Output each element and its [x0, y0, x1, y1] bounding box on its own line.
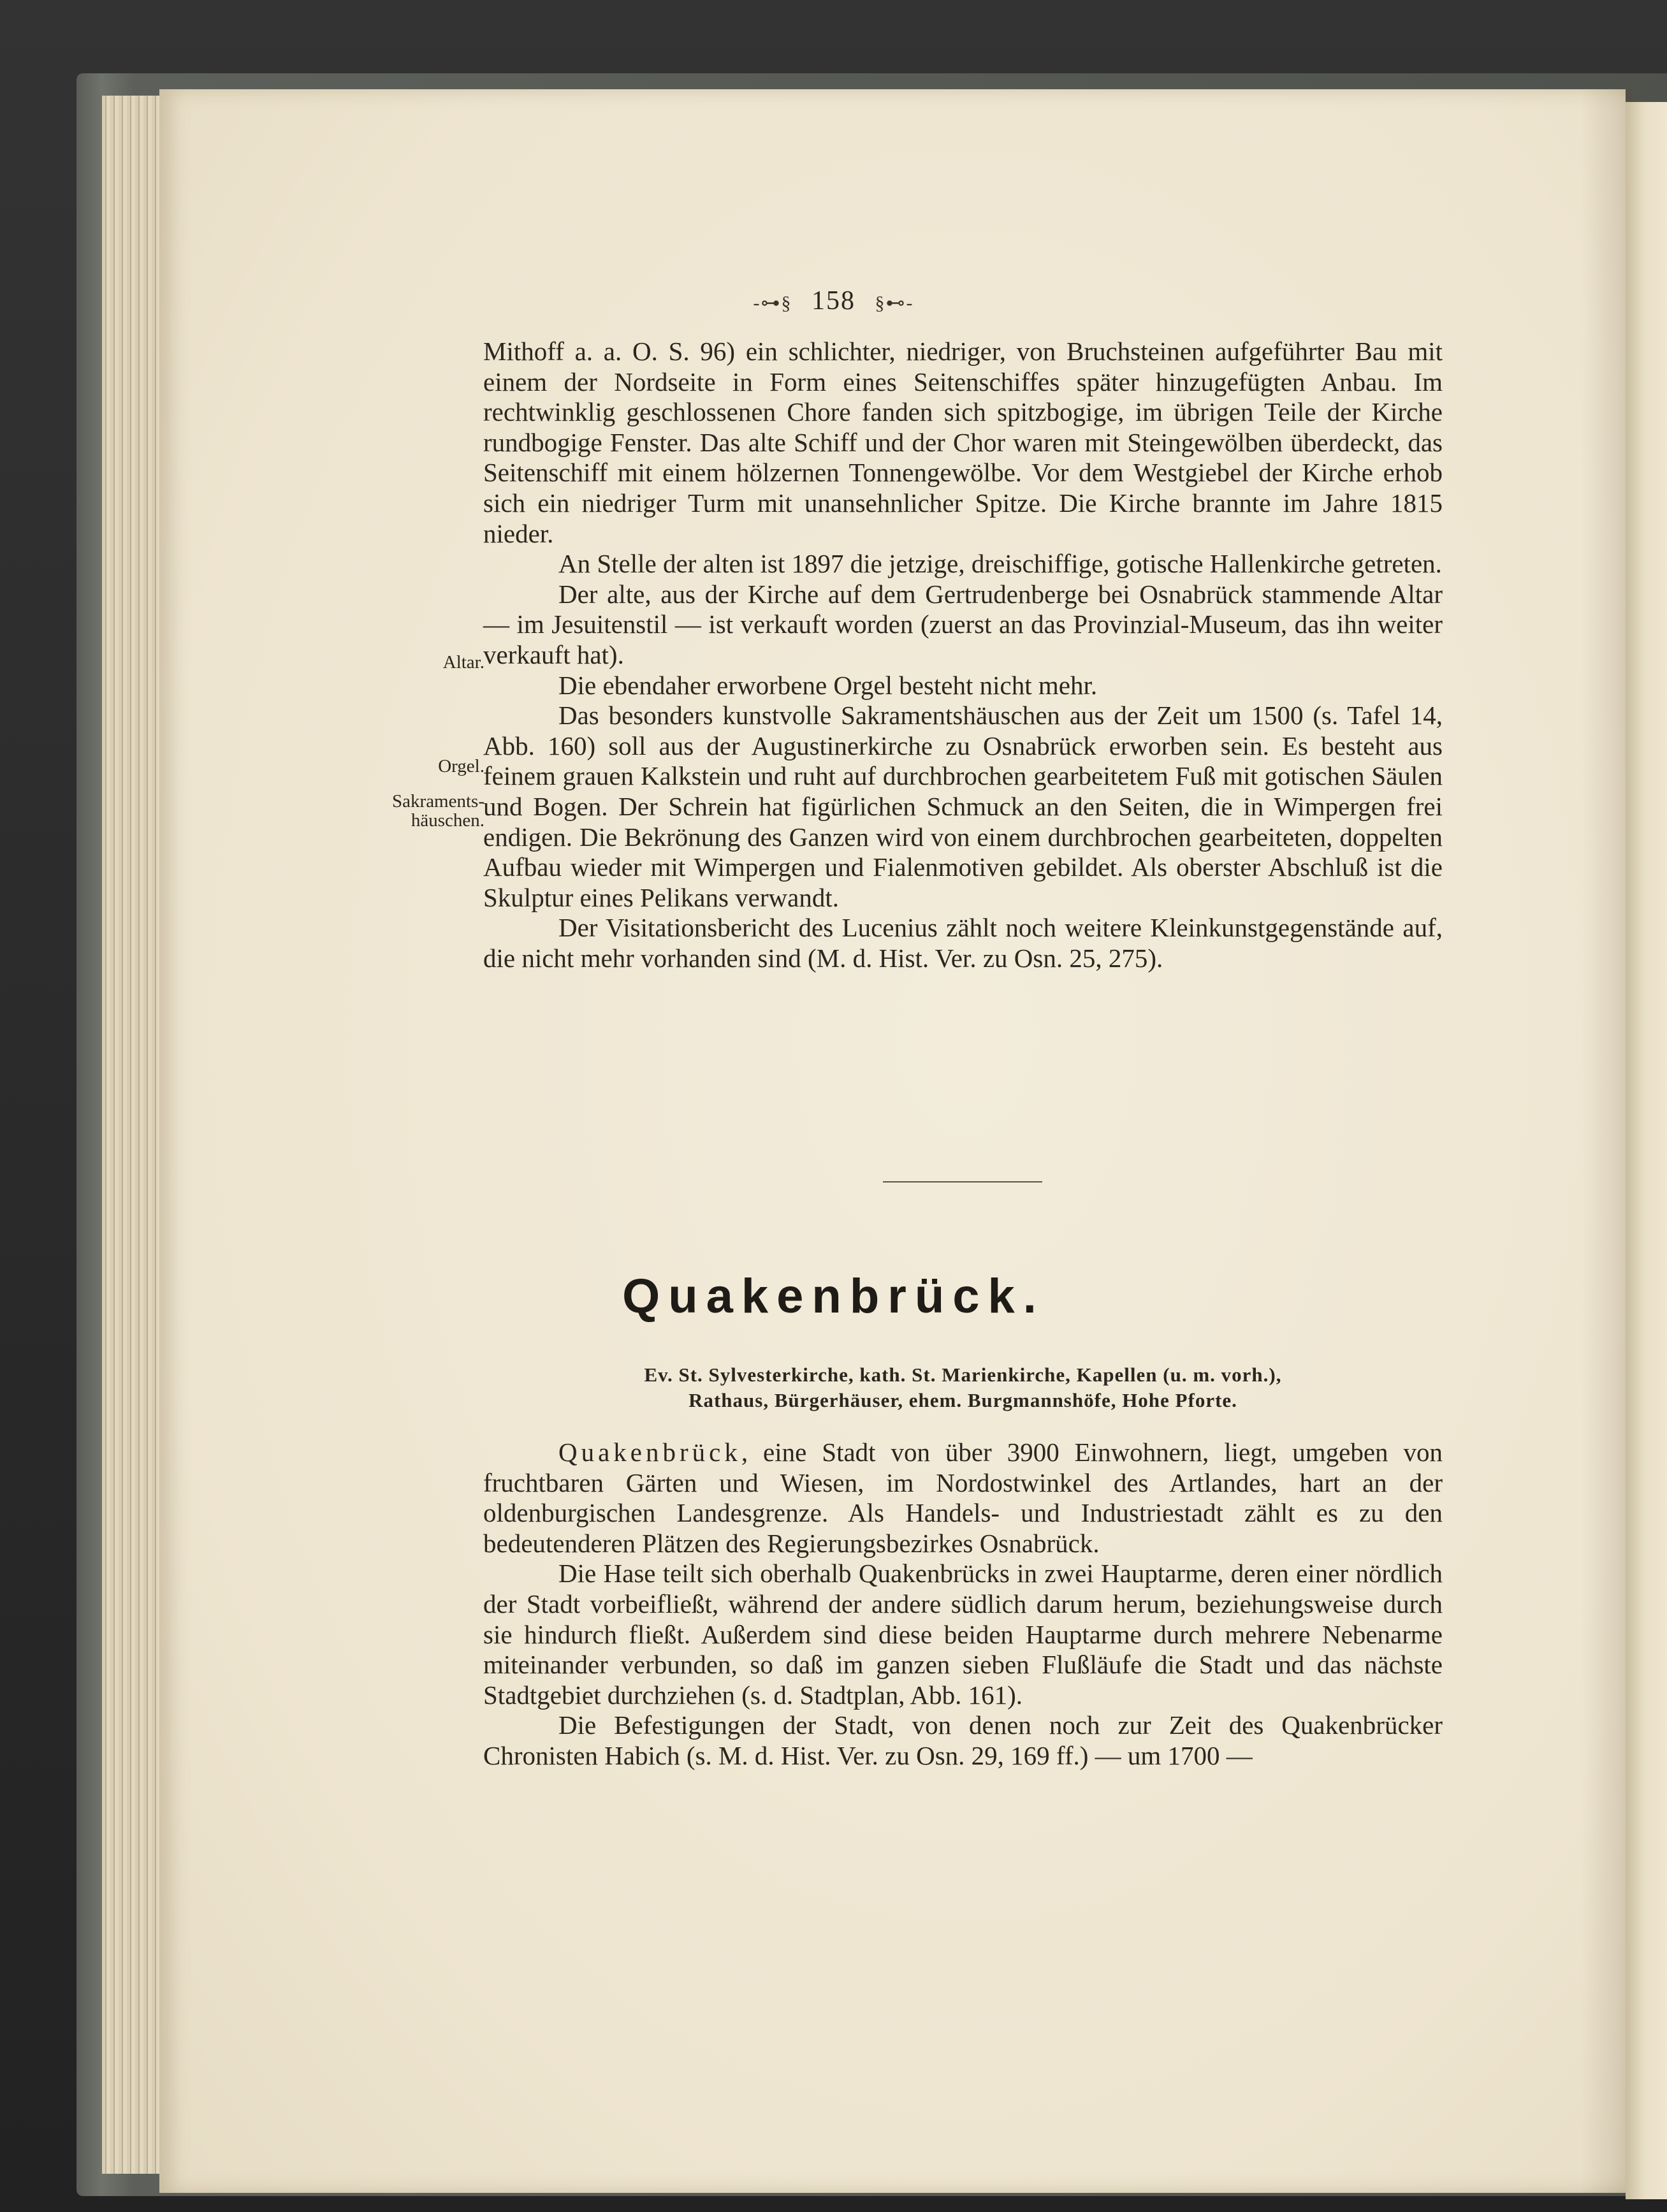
margin-note-orgel: Orgel.: [438, 756, 484, 776]
gutter-shadow: [1581, 89, 1632, 2193]
paragraph-altar: Der alte, aus der Kirche auf dem Gertrudenberge bei Osnabrück stammende Altar — im Jesuitenstil — ist verkauft worden (zuerst an das Provinzial-Museum, das ihn weiter verkauft hat).: [483, 579, 1443, 669]
margin-note-line: Sakraments-: [392, 791, 484, 811]
top-text-block: [483, 337, 1443, 973]
paragraph-church-description: Mithoff a. a. O. S. 96) ein schlichter, niedriger, von Bruchsteinen aufgeführter Bau mit einem der Nordseite in Form eines Seitenschiffes später hinzugefügten Anbau. Im rechtwinklig geschlossenen Chore fanden sich spitzbogige, im übrigen Teile der Kirche rundbogige Fenster. Das alte Schiff und der Chor waren mit Steingewölben überdeckt, das Seitenschiff mit einem hölzernen Tonnengewölbe. Vor dem Westgiebel der Kirche erhob sich ein niedriger Turm mit unansehnlicher Spitze. Die Kirche brannte im Jahre 1815 nieder.: [483, 337, 1443, 548]
paragraph-fortifications: Die Befestigungen der Stadt, von denen noch zur Zeit des Quakenbrücker Chronisten Habich (s. M. d. Hist. Ver. zu Osn. 29, 169 ff.) — um 1700 —: [483, 1710, 1443, 1770]
header-ornament-left: -⊶§: [753, 293, 792, 314]
section-divider: [883, 1181, 1042, 1182]
facing-page-edge: [1626, 102, 1667, 2199]
margin-note-altar: Altar.: [442, 652, 484, 673]
town-name-spaced: Quakenbrück: [558, 1437, 741, 1467]
margin-note-line: häuschen.: [411, 810, 484, 831]
margin-note-sakramentshaeuschen: [306, 792, 484, 830]
subtitle-line: Rathaus, Bürgerhäuser, ehem. Burgmannshöfe, Hohe Pforte.: [688, 1389, 1237, 1411]
paragraph-text: , eine Stadt von über 3900 Einwohnern, liegt, umgeben von fruchtbaren Gärten und Wiesen, im Nordostwinkel des Artlandes, hart an der oldenburgischen Landesgrenze. Als Handels- und Industriestadt zählt es zu den bedeutenderen Plätzen des Regierungsbezirkes Osnabrück.: [483, 1437, 1443, 1558]
bottom-text-block: [483, 1437, 1443, 1772]
paragraph-new-church: An Stelle der alten ist 1897 die jetzige, dreischiffige, gotische Hallenkirche getreten.: [558, 549, 1442, 579]
paragraph-river-hase: Die Hase teilt sich oberhalb Quakenbrücks in zwei Hauptarme, deren einer nördlich der Stadt vorbeifließt, während der andere südlich darum herum, beziehungsweise durch sie hindurch fließt. Außerdem sind diese beiden Hauptarme durch mehrere Nebenarme miteinander verbunden, so daß im ganzen sieben Flußläufe die Stadt und das nächste Stadtgebiet durchziehen (s. d. Stadtplan, Abb. 161).: [483, 1559, 1443, 1710]
paragraph-visitation-report: Der Visitationsbericht des Lucenius zählt noch weitere Kleinkunstgegenstände auf, die nicht mehr vorhanden sind (M. d. Hist. Ver. zu Osn. 25, 275).: [483, 913, 1443, 973]
section-subtitle: [483, 1362, 1443, 1413]
section-title: Quakenbrück.: [622, 1269, 1045, 1323]
subtitle-line: Ev. St. Sylvesterkirche, kath. St. Marienkirche, Kapellen (u. m. vorh.),: [644, 1364, 1282, 1386]
paragraph-organ: Die ebendaher erworbene Orgel besteht nicht mehr.: [558, 670, 1098, 700]
paragraph-sacrament-house: Das besonders kunstvolle Sakramentshäuschen aus der Zeit um 1500 (s. Tafel 14, Abb. 160) soll aus der Augustinerkirche zu Osnabrück erworben sein. Es besteht aus feinem grauen Kalkstein und ruht auf durchbrochen gearbeitetem Fuß mit gotischen Säulen und Bogen. Der Schrein hat figürlichen Schmuck an den Seiten, die in Wimpergen frei endigen. Die Bekrönung des Ganzen wird von einem durchbrochen gearbeiteten, doppelten Aufbau wieder mit Wimpergen und Fialenmotiven gebildet. Als oberster Abschluß ist die Skulptur eines Pelikans verwandt.: [483, 701, 1443, 912]
paragraph-quakenbrueck-intro: [483, 1437, 1443, 1559]
page-header: [0, 286, 1667, 316]
header-ornament-right: §⊷-: [875, 293, 914, 314]
page-number: 158: [812, 286, 855, 316]
